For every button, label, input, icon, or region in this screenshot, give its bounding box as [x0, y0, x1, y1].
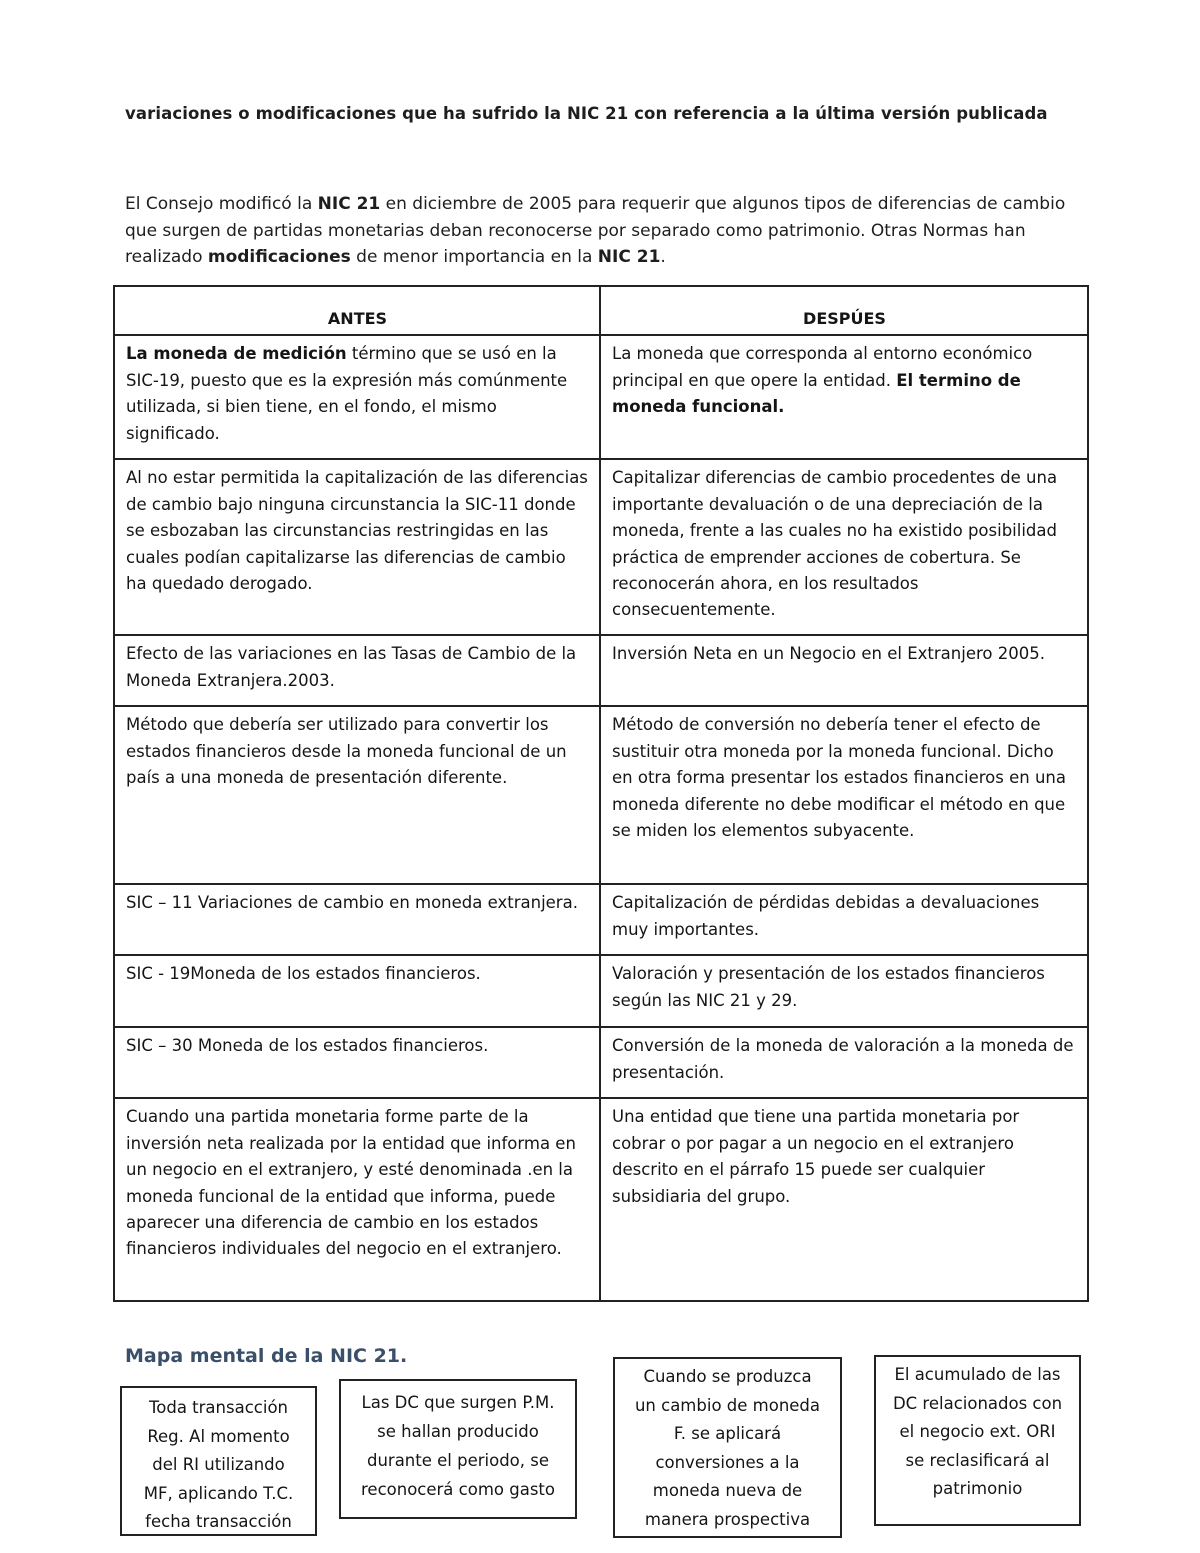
mindmap-box	[339, 1379, 577, 1519]
box-line: durante el periodo, se	[366, 1451, 550, 1470]
mindmap-box	[120, 1386, 317, 1536]
cell-despues: Valoración y presentación de los estados financieros según las NIC 21 y 29.	[600, 955, 1088, 1027]
box-line: El acumulado de las	[894, 1365, 1061, 1384]
cell-despues: Inversión Neta en un Negocio en el Extranjero 2005.	[600, 635, 1088, 706]
cell-antes: La moneda de medición término que se usó en la SIC-19, puesto que es la expresión más comúnmente utilizada, si bien tiene, en el fondo, el mismo significado.	[114, 335, 600, 459]
box-line: Reg. Al momento	[147, 1426, 290, 1446]
table-row	[114, 884, 1088, 955]
cell-despues: Método de conversión no debería tener el efecto de sustituir otra moneda por la moneda funcional. Dicho en otra forma presentar los estados financieros en una moneda diferente no debe modificar el método en que se miden los elementos subyacente.	[600, 706, 1088, 884]
box-line: Las DC que surgen P.M.	[361, 1393, 555, 1412]
cell-despues: Capitalización de pérdidas debidas a devaluaciones muy importantes.	[600, 884, 1088, 955]
box-line: se hallan producido	[377, 1422, 539, 1441]
header-antes: ANTES	[114, 286, 600, 335]
box-line: manera prospectiva	[644, 1509, 811, 1529]
box-line: F. se aplicará	[673, 1424, 782, 1443]
box-line: un cambio de moneda	[634, 1395, 821, 1415]
box-line: patrimonio	[932, 1479, 1023, 1498]
header-despues: DESPÚES	[600, 286, 1088, 335]
cell-antes: Método que debería ser utilizado para convertir los estados financieros desde la moneda funcional de un país a una moneda de presentación diferente.	[114, 706, 600, 884]
box-line: fecha transacción	[145, 1512, 292, 1531]
table-row	[114, 335, 1088, 459]
cell-antes: SIC – 30 Moneda de los estados financieros.	[114, 1027, 600, 1098]
mindmap-title: Mapa mental de la NIC 21.	[125, 1345, 408, 1367]
mindmap-box	[613, 1357, 842, 1538]
box-line: Cuando se produzca	[643, 1367, 812, 1386]
table-row	[114, 635, 1088, 706]
cell-antes: Al no estar permitida la capitalización de las diferencias de cambio bajo ninguna circunstancia la SIC-11 donde se esbozaban las circunstancias restringidas en las cuales podían capitalizarse las diferencias de cambio ha quedado derogado.	[114, 459, 600, 635]
box-line: del RI utilizando	[152, 1455, 285, 1474]
intro-paragraph: El Consejo modificó la NIC 21 en diciembre de 2005 para requerir que algunos tipos de diferencias de cambio que surgen de partidas monetarias deban reconocerse por separado como patrimonio. Otras Normas han realizado modificaciones de menor importancia en la NIC 21.	[125, 194, 1066, 267]
box-line: conversiones a la	[655, 1452, 800, 1472]
box-line: moneda nueva de	[652, 1481, 803, 1500]
cell-despues: Capitalizar diferencias de cambio procedentes de una importante devaluación o de una depreciación de la moneda, frente a las cuales no ha existido posibilidad práctica de emprender acciones de cobertura. Se reconocerán ahora, en los resultados consecuentemente.	[600, 459, 1088, 635]
cell-antes: SIC – 11 Variaciones de cambio en moneda extranjera.	[114, 884, 600, 955]
table-row	[114, 706, 1088, 884]
document-heading: variaciones o modificaciones que ha sufrido la NIC 21 con referencia a la última versión publicada	[125, 104, 1048, 123]
cell-despues: La moneda que corresponda al entorno económico principal en que opere la entidad. El termino de moneda funcional.	[600, 335, 1088, 459]
box-line: el negocio ext. ORI	[899, 1422, 1056, 1441]
box-line: se reclasificará al	[905, 1450, 1050, 1470]
cell-despues: Una entidad que tiene una partida monetaria por cobrar o por pagar a un negocio en el extranjero descrito en el párrafo 15 puede ser cualquier subsidiaria del grupo.	[600, 1098, 1088, 1301]
box-line: DC relacionados con	[892, 1393, 1063, 1413]
table-row	[114, 955, 1088, 1027]
table-row	[114, 1027, 1088, 1098]
cell-antes: Efecto de las variaciones en las Tasas de Cambio de la Moneda Extranjera.2003.	[114, 635, 600, 706]
cell-antes: SIC - 19Moneda de los estados financieros.	[114, 955, 600, 1027]
box-line: reconocerá como gasto	[361, 1480, 555, 1499]
table-header-row	[114, 286, 1088, 335]
table-row	[114, 459, 1088, 635]
cell-despues: Conversión de la moneda de valoración a la moneda de presentación.	[600, 1027, 1088, 1098]
box-line: MF, aplicando T.C.	[143, 1483, 294, 1503]
mindmap-box	[874, 1355, 1081, 1526]
cell-antes: Cuando una partida monetaria forme parte de la inversión neta realizada por la entidad que informa en un negocio en el extranjero, y esté denominada .en la moneda funcional de la entidad que informa, puede aparecer una diferencia de cambio en los estados financieros individuales del negocio en el extranjero.	[114, 1098, 600, 1301]
box-line: Toda transacción	[148, 1398, 288, 1417]
table-row	[114, 1098, 1088, 1301]
comparison-table	[113, 285, 1089, 1302]
